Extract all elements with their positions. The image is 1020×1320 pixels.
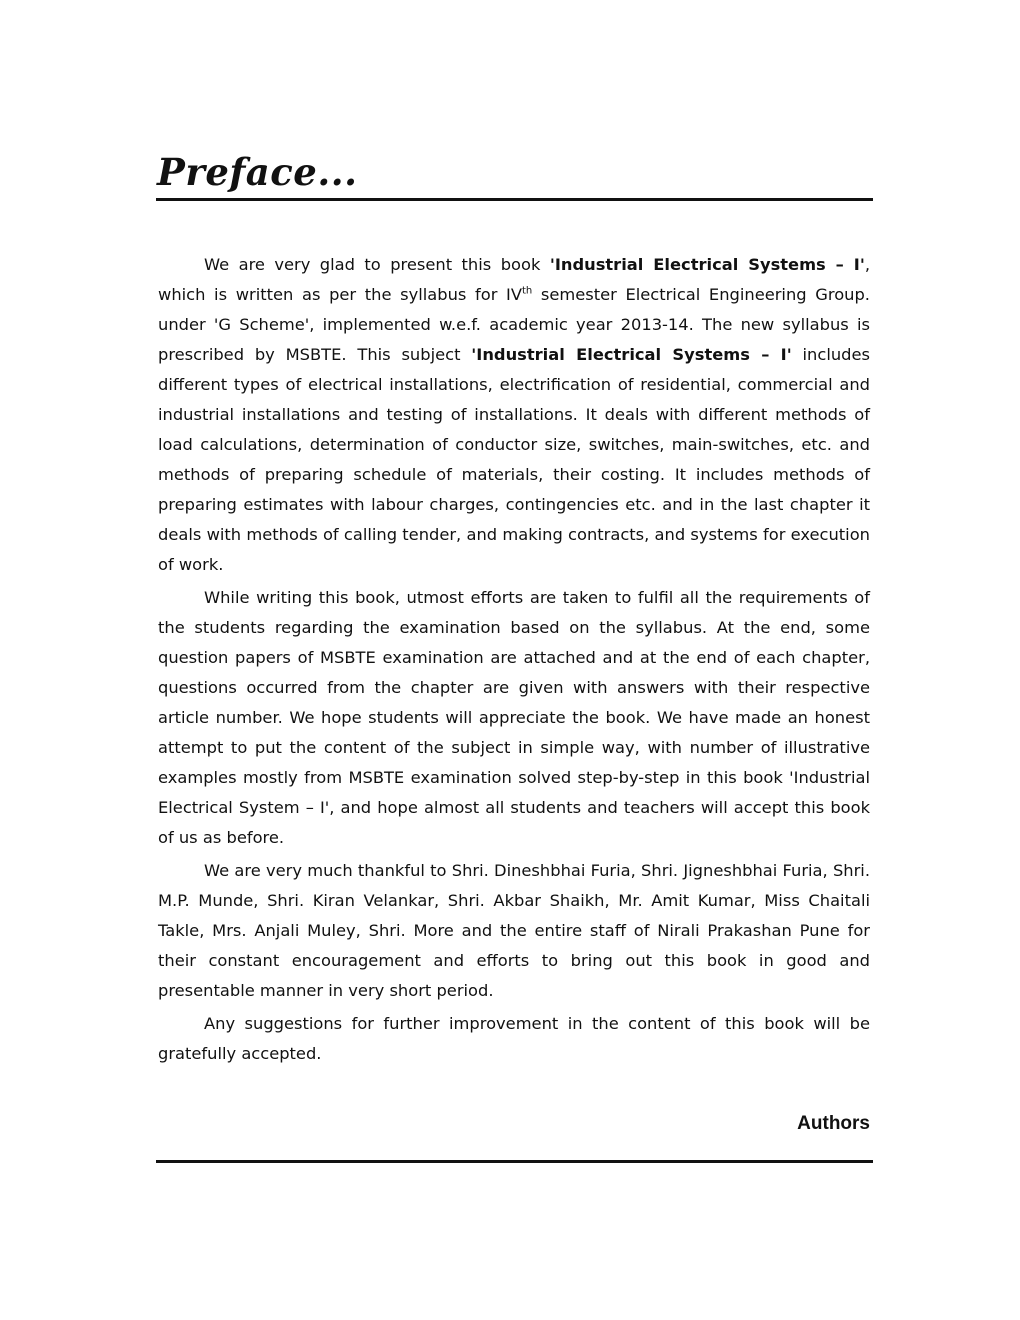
p1-text-3: semester Electrical Engineering Group. under 'G Scheme', implemented w.e.f. academic year 2013-14. The new syllabus is prescribed by MSBTE. This subject (158, 285, 870, 364)
ordinal-superscript: th (521, 285, 533, 297)
p1-text-1: We are very glad to present this book (204, 255, 550, 274)
p1-text-4: includes different types of electrical installations, electrification of residential, commercial and industrial installations and testing of installations. It deals with different methods of load calculations, determination of conductor size, switches, main-switches, etc. and methods of preparing schedule of materials, their costing. It includes methods of preparing estimates with labour charges, contingencies etc. and in the last chapter it deals with methods of calling tender, and making contracts, and systems for execution of work. (158, 345, 870, 574)
authors-signature: Authors (797, 1113, 870, 1134)
paragraph-4: Any suggestions for further improvement in the content of this book will be gratefully accepted. (158, 1014, 870, 1063)
paragraph-3: We are very much thankful to Shri. Dineshbhai Furia, Shri. Jigneshbhai Furia, Shri. M.P. Munde, Shri. Kiran Velankar, Shri. Akbar Shaikh, Mr. Amit Kumar, Miss Chaitali Takle, Mrs. Anjali Muley, Shri. More and the entire staff of Nirali Prakashan Pune for their constant encouragement and efforts to bring out this book in good and presentable manner in very short period. (158, 861, 870, 1000)
footer-divider (156, 1160, 873, 1163)
paragraph-2: While writing this book, utmost efforts are taken to fulfil all the requirements of the students regarding the examination based on the syllabus. At the end, some question papers of MSBTE examination are attached and at the end of each chapter, questions occurred from the chapter are given with answers with their respective article number. We hope students will appreciate the book. We have made an honest attempt to put the content of the subject in simple way, with number of illustrative examples mostly from MSBTE examination solved step-by-step in this book 'Industrial Electrical System – I', and hope almost all students and teachers will accept this book of us as before. (158, 588, 870, 847)
preface-header (158, 150, 872, 198)
paragraph-1 (158, 250, 870, 580)
title-divider (156, 198, 873, 201)
book-title-bold-1: 'Industrial Electrical Systems – I' (549, 255, 865, 274)
page-title: Preface... (157, 150, 358, 194)
preface-body (158, 250, 870, 1072)
p1-text-2: , which is written as per the syllabus for IV (158, 255, 870, 304)
book-title-bold-2: 'Industrial Electrical Systems – I' (471, 345, 792, 364)
